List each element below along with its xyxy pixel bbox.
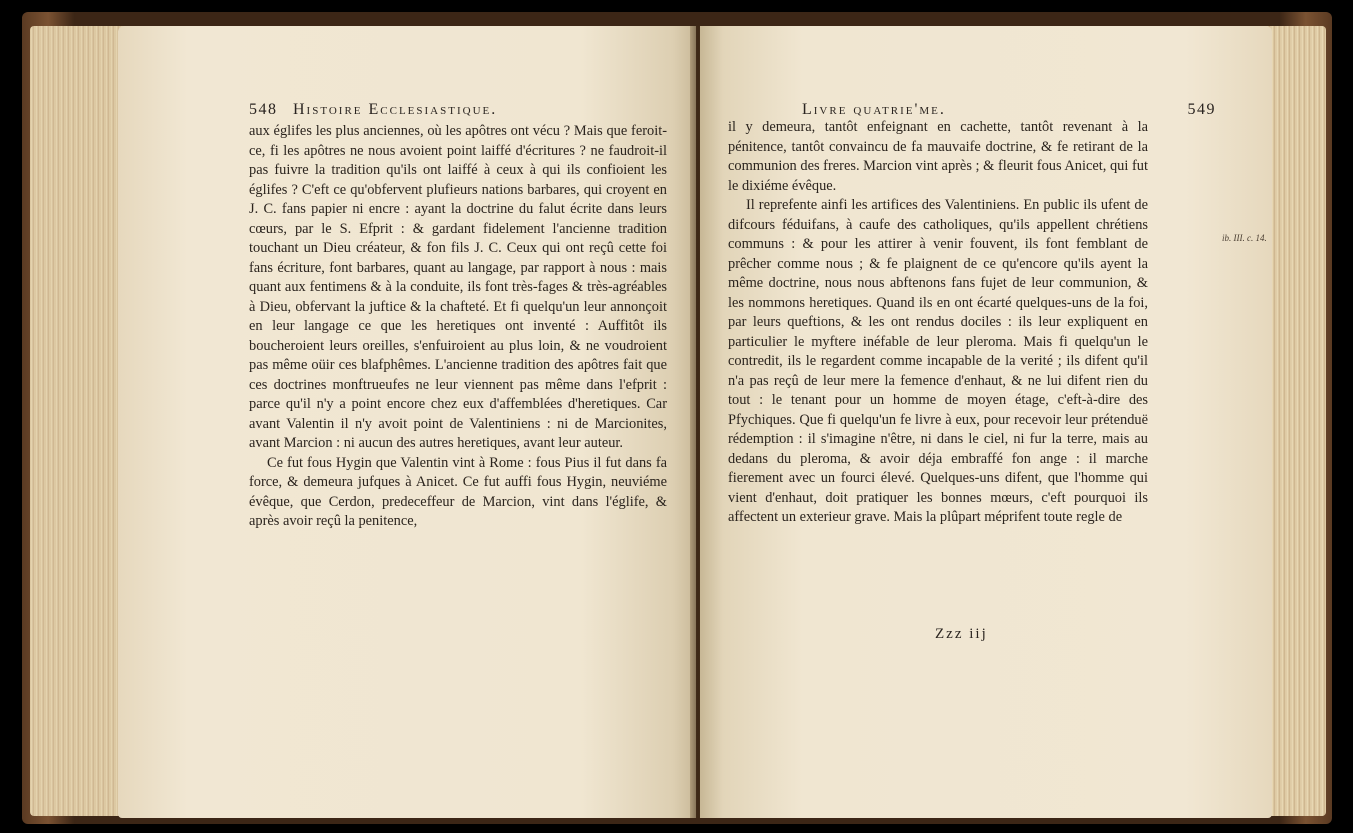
- left-head-title: Histoire Ecclesiastique.: [293, 101, 498, 118]
- right-page: [700, 26, 1272, 818]
- right-running-head: [802, 101, 1222, 119]
- margin-reference: ib. III. c. 14.: [1222, 233, 1267, 243]
- right-head-title: Livre quatrie'me.: [802, 101, 946, 118]
- left-paragraph-1: aux églifes les plus anciennes, où les apôtres ont vécu ? Mais que feroit-ce, fi les apôtres ne nous avoient point laiffé d'écritures ? ne faudroit-il pas fuivre la tradition qu'ils ont laiffé à ceux à qui ils confioient les églifes ? C'eft ce qu'obfervent plufieurs nations barbares, qui croyent en J. C. fans papier ni encre : ayant la doctrine du falut écrite dans leurs cœurs, par le S. Efprit : & gardant fidelement l'ancienne tradition touchant un Dieu créateur, & fon fils J. C. Ceux qui ont reçû cette foi fans écriture, font barbares, quant au langage, par rapport à nous : mais quant aux fentimens & à la conduite, ils font très-fages & très-agréables à Dieu, obfervant la juftice & la chafteté. Et fi quelqu'un leur annonçoit en leur langage ce que les heretiques ont inventé : Auffitôt ils boucheroient leurs oreilles, s'enfuiroient au plus loin, & ne voudroient pas même oüir ces blafphêmes. L'ancienne tradition des apôtres fait que ces doctrines monftrueufes ne leur viennent pas même dans l'efprit : parce qu'il n'y a point encore chez eux d'affemblées d'heretiques. Car avant Valentin il n'y avoit point de Valentiniens : ni de Marcionites, avant Marcion : ni aucun des autres heretiques, avant leur auteur.: [249, 123, 667, 451]
- left-running-head: [249, 101, 497, 119]
- left-page-number: 548: [249, 101, 278, 118]
- left-page-text: [249, 122, 667, 532]
- right-page-number: 549: [1187, 101, 1216, 118]
- right-paragraph-2: Il reprefente ainfi les artifices des Valentiniens. En public ils ufent de difcours féduifans, à caufe des catholiques, qu'ils appellent chrétiens communs : & pour les attirer à venir fouvent, ils font femblant de prêcher comme nous ; & fe plaignent de ce qu'encore qu'ils ayent la même doctrine, nous nous abftenons fans fujet de leur communion, & les nommons heretiques. Quand ils en ont écarté quelques-uns de la foi, par leurs queftions, & les ont rendus dociles : ils leur expliquent en particulier le myftere inéfable de leur pleroma. Mais fi quelqu'un le contredit, ils le regardent comme incapable de la verité ; ils difent qu'il n'a pas reçû de leur mere la femence d'enhaut, & ne lui difent rien du tout : le tenant pour un homme de moyen étage, c'eft-à-dire des Pfychiques. Que fi quelqu'un fe livre à eux, pour recevoir leur prétenduë rédemption : il s'imagine n'être, ni dans le ciel, ni fur la terre, mais au dedans du pleroma, & avoir déja embraffé fon ange : il marche fierement avec un fourci élevé. Quelques-uns difent, que l'homme qui vient d'enhaut, doit pratiquer les bonnes mœurs, c'eft pourquoi ils affectent un exterieur grave. Mais la plûpart méprifent toute regle de: [728, 197, 1148, 525]
- right-page-text: [728, 118, 1148, 528]
- page-edges-left: [30, 26, 125, 816]
- signature-mark: Zzz iij: [935, 626, 988, 642]
- left-paragraph-2: Ce fut fous Hygin que Valentin vint à Rome : fous Pius il fut dans fa force, & demeura jufques à Anicet. Ce fut auffi fous Hygin, neuviéme évêque, que Cerdon, predeceffeur de Marcion, vint dans l'églife, & après avoir reçû la penitence,: [249, 454, 667, 529]
- right-paragraph-1: il y demeura, tantôt enfeignant en cachette, tantôt revenant à la pénitence, tantôt convaincu de fa mauvaife doctrine, & fe retirant de la communion des freres. Marcion vint après ; & fleurit fous Anicet, qui fut le dixiéme évêque.: [728, 119, 1148, 194]
- left-page: [118, 26, 696, 818]
